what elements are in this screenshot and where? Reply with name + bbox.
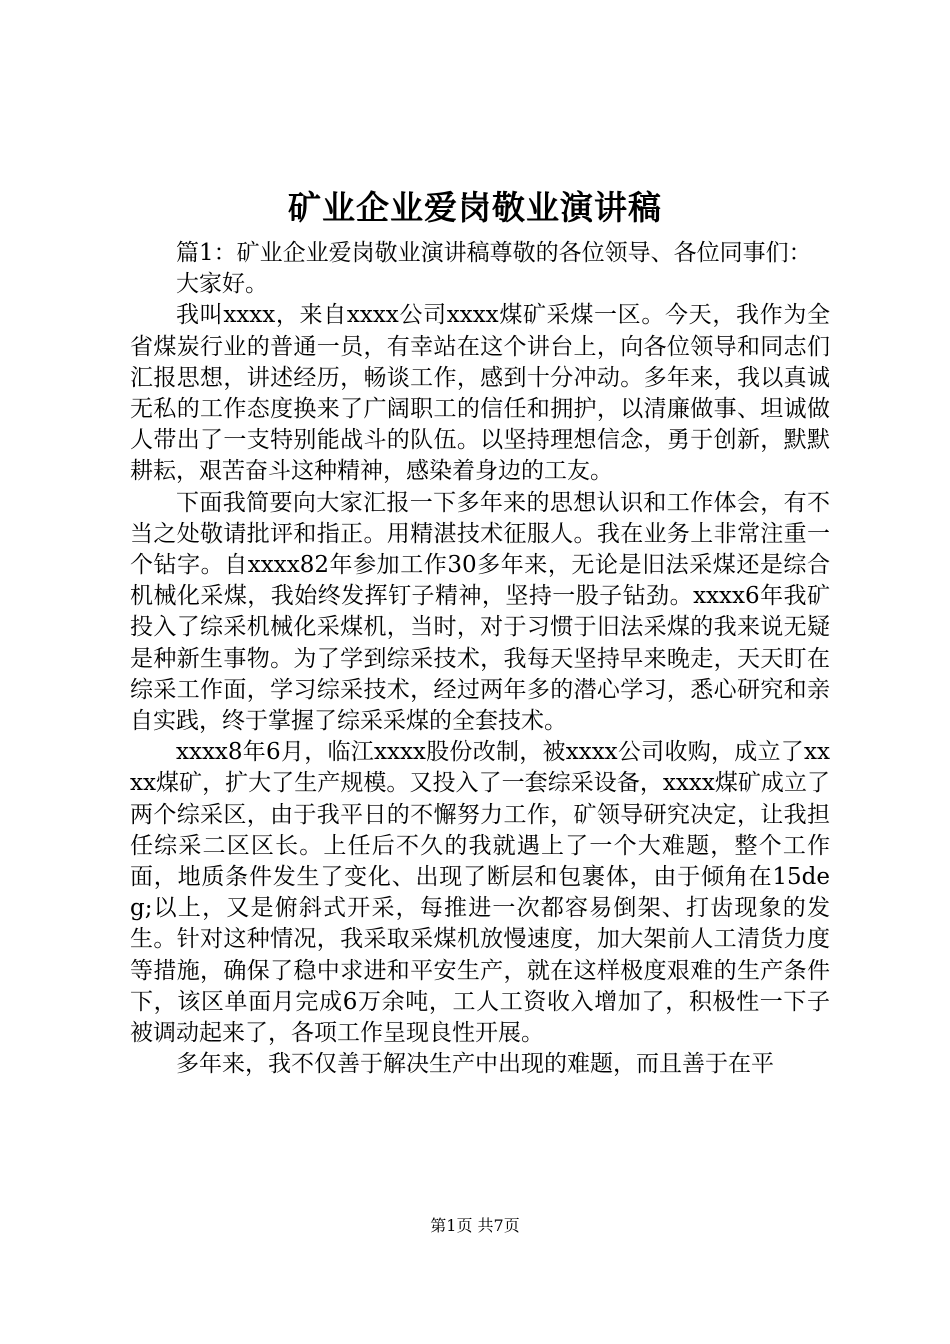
document-body <box>130 238 830 1080</box>
paragraph-restructuring: xxxx8年6月，临江xxxx股份改制，被xxxx公司收购，成立了xxxx煤矿，扩大了生产规模。又投入了一套综采设备，xxxx煤矿成立了两个综采区，由于我平日的不懈努力工作，矿领导研究决定，让我担任综采二区区长。上任后不久的我就遇上了一个大难题，整个工作面，地质条件发生了变化、出现了断层和包裹体，由于倾角在15deg;以上，又是俯斜式开采，每推进一次都容易倒架、打齿现象的发生。针对这种情况，我采取采煤机放慢速度，加大架前人工清货力度等措施，确保了稳中求进和平安生产，就在这样极度艰难的生产条件下，该区单面月完成6万余吨，工人工资收入增加了，积极性一下子被调动起来了，各项工作呈现良性开展。 <box>130 739 830 1047</box>
paragraph-greeting: 大家好。 <box>176 271 268 298</box>
document-title: 矿业企业爱岗敬业演讲稿 <box>288 188 662 227</box>
paragraph-continuation: 多年来，我不仅善于解决生产中出现的难题，而且善于在平 <box>176 1051 774 1078</box>
paragraph-intro: 篇1：矿业企业爱岗敬业演讲稿尊敬的各位领导、各位同事们： <box>176 240 812 266</box>
paragraph-self-introduction: 我叫xxxx，来自xxxx公司xxxx煤矿采煤一区。今天，我作为全省煤炭行业的普通一员，有幸站在这个讲台上，向各位领导和同志们汇报思想，讲述经历，畅谈工作，感到十分冲动。多年来，我以真诚无私的工作态度换来了广阔职工的信任和拥护，以清廉做事、坦诚做人带出了一支特别能战斗的队伍。以坚持理想信念，勇于创新，默默耕耘，艰苦奋斗这种精神，感染着身边的工友。 <box>130 302 830 485</box>
page-number-footer: 第1页 共7页 <box>430 1216 520 1235</box>
paragraph-technical-skill: 下面我简要向大家汇报一下多年来的思想认识和工作体会，有不当之处敬请批评和指正。用精湛技术征服人。我在业务上非常注重一个钻字。自xxxx82年参加工作30多年来，无论是旧法采煤还是综合机械化采煤，我始终发挥钉子精神，坚持一股子钻劲。xxxx6年我矿投入了综采机械化采煤机，当时，对于习惯于旧法采煤的我来说无疑是种新生事物。为了学到综采技术，我每天坚持早来晚走，天天盯在综采工作面，学习综采技术，经过两年多的潜心学习，悉心研究和亲自实践，终于掌握了综采采煤的全套技术。 <box>130 489 830 735</box>
